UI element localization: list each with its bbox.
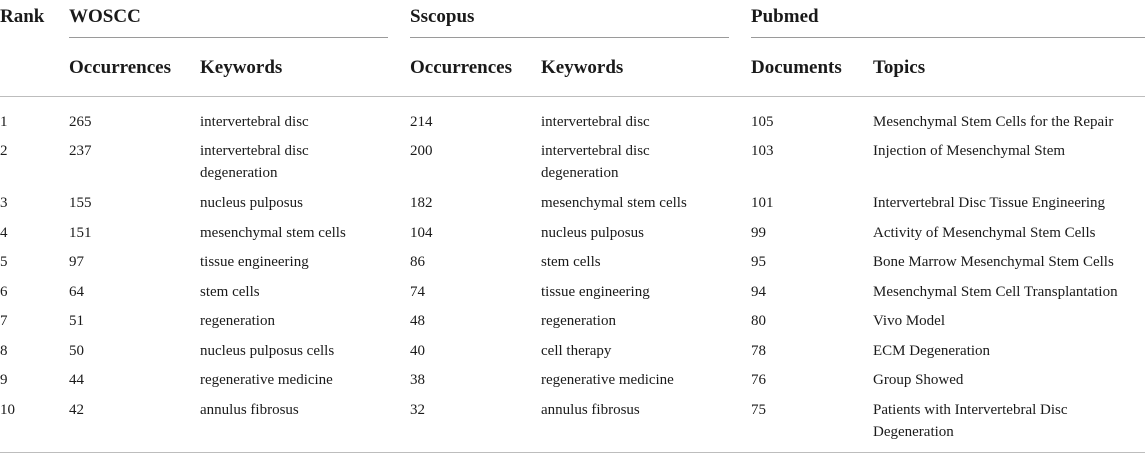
woscc-occurrences-cell: 50 (69, 343, 84, 359)
header-pubmed-documents: Documents (751, 57, 842, 78)
header-scopus-keywords: Keywords (541, 57, 624, 78)
pubmed-documents-cell: 99 (751, 225, 766, 241)
header-pubmed: Pubmed (751, 6, 819, 27)
scopus-occurrences-cell: 74 (410, 284, 425, 300)
scopus-occurrences-cell: 48 (410, 313, 425, 329)
scopus-occurrences-cell: 32 (410, 402, 425, 418)
pubmed-documents-cell: 95 (751, 254, 766, 270)
woscc-keyword-cell: mesenchymal stem cells (200, 225, 346, 241)
scopus-keyword-cell: nucleus pulposus (541, 225, 644, 241)
scopus-keyword-cell: annulus fibrosus (541, 402, 640, 418)
header-bottom-rule (0, 96, 1145, 97)
woscc-keyword-cell: stem cells (200, 284, 260, 300)
woscc-keyword-cell: regeneration (200, 313, 275, 329)
pubmed-documents-cell: 80 (751, 313, 766, 329)
rank-cell: 6 (0, 284, 8, 300)
pubmed-topic-cell: Patients with Intervertebral Disc Degeneration (873, 402, 1068, 440)
scopus-keyword-cell: mesenchymal stem cells (541, 195, 687, 211)
scopus-occurrences-cell: 38 (410, 372, 425, 388)
pubmed-topic-cell: ECM Degeneration (873, 343, 991, 359)
woscc-keyword-cell: nucleus pulposus cells (200, 343, 335, 359)
pubmed-topic-cell: Vivo Model (873, 313, 946, 329)
pubmed-documents-cell: 94 (751, 284, 766, 300)
scopus-keyword-cell: stem cells (541, 254, 601, 270)
pubmed-group-rule (751, 37, 1145, 38)
table-bottom-rule (0, 452, 1145, 453)
rank-cell: 8 (0, 343, 8, 359)
header-woscc-keywords: Keywords (200, 57, 283, 78)
scopus-occurrences-cell: 86 (410, 254, 425, 270)
pubmed-documents-cell: 76 (751, 372, 766, 388)
pubmed-documents-cell: 75 (751, 402, 766, 418)
woscc-keyword-cell: annulus fibrosus (200, 402, 299, 418)
scopus-occurrences-cell: 182 (410, 195, 433, 211)
rank-cell: 3 (0, 195, 8, 211)
scopus-occurrences-cell: 104 (410, 225, 433, 241)
woscc-keyword-cell: tissue engineering (200, 254, 309, 270)
woscc-occurrences-cell: 155 (69, 195, 92, 211)
pubmed-topic-cell: Mesenchymal Stem Cells for the Repair (873, 114, 1114, 130)
header-scopus: Sscopus (410, 6, 475, 27)
pubmed-topic-cell: Bone Marrow Mesenchymal Stem Cells (873, 254, 1114, 270)
woscc-occurrences-cell: 97 (69, 254, 84, 270)
pubmed-topic-cell: Group Showed (873, 372, 964, 388)
woscc-keyword-cell: intervertebral disc degeneration (200, 143, 309, 181)
header-scopus-occurrences: Occurrences (410, 57, 512, 78)
woscc-occurrences-cell: 151 (69, 225, 92, 241)
scopus-keyword-cell: regenerative medicine (541, 372, 674, 388)
rank-cell: 7 (0, 313, 8, 329)
scopus-group-rule (410, 37, 729, 38)
rank-cell: 1 (0, 114, 8, 130)
pubmed-documents-cell: 78 (751, 343, 766, 359)
woscc-keyword-cell: nucleus pulposus (200, 195, 303, 211)
header-woscc: WOSCC (69, 6, 141, 27)
woscc-keyword-cell: regenerative medicine (200, 372, 333, 388)
pubmed-documents-cell: 103 (751, 143, 774, 159)
scopus-occurrences-cell: 200 (410, 143, 433, 159)
pubmed-documents-cell: 101 (751, 195, 774, 211)
scopus-keyword-cell: regeneration (541, 313, 616, 329)
woscc-occurrences-cell: 64 (69, 284, 84, 300)
rank-cell: 4 (0, 225, 8, 241)
scopus-keyword-cell: intervertebral disc (541, 114, 650, 130)
rank-cell: 5 (0, 254, 8, 270)
rank-cell: 10 (0, 402, 15, 418)
woscc-occurrences-cell: 51 (69, 313, 84, 329)
pubmed-documents-cell: 105 (751, 114, 774, 130)
woscc-occurrences-cell: 265 (69, 114, 92, 130)
woscc-occurrences-cell: 42 (69, 402, 84, 418)
header-rank: Rank (0, 6, 45, 27)
rank-cell: 9 (0, 372, 8, 388)
woscc-group-rule (69, 37, 388, 38)
woscc-occurrences-cell: 237 (69, 143, 92, 159)
scopus-keyword-cell: cell therapy (541, 343, 612, 359)
pubmed-topic-cell: Injection of Mesenchymal Stem (873, 143, 1066, 159)
scopus-keyword-cell: intervertebral disc degeneration (541, 143, 650, 181)
header-woscc-occurrences: Occurrences (69, 57, 171, 78)
pubmed-topic-cell: Activity of Mesenchymal Stem Cells (873, 225, 1096, 241)
woscc-keyword-cell: intervertebral disc (200, 114, 309, 130)
pubmed-topic-cell: Mesenchymal Stem Cell Transplantation (873, 284, 1118, 300)
rank-cell: 2 (0, 143, 8, 159)
scopus-keyword-cell: tissue engineering (541, 284, 650, 300)
scopus-occurrences-cell: 214 (410, 114, 433, 130)
scopus-occurrences-cell: 40 (410, 343, 425, 359)
header-pubmed-topics: Topics (873, 57, 926, 78)
pubmed-topic-cell: Intervertebral Disc Tissue Engineering (873, 195, 1106, 211)
woscc-occurrences-cell: 44 (69, 372, 84, 388)
